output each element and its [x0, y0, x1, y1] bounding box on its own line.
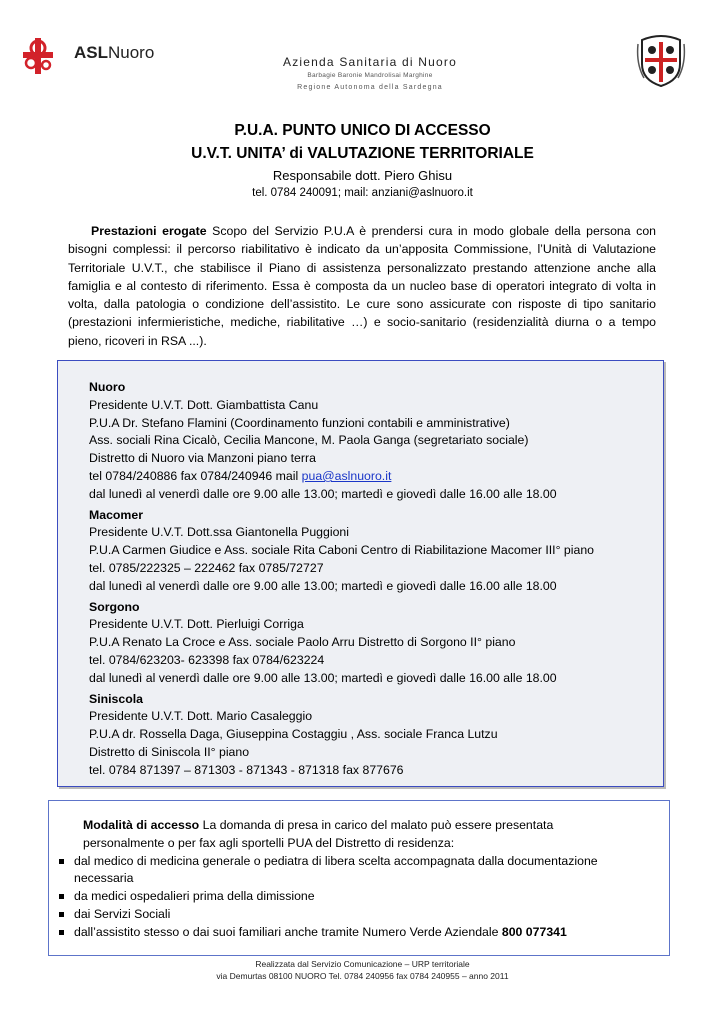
district-line: dal lunedì al venerdì dalle ore 9.00 alle 13.00; martedì e giovedì dalle 16.00 alle 18.00 [89, 486, 557, 501]
district-line: tel. 0784/623203- 623398 fax 0784/623224 [89, 652, 325, 667]
district-name: Sorgono [89, 599, 140, 614]
access-intro [59, 817, 659, 835]
footer [0, 958, 725, 982]
district-sorgono [89, 599, 649, 688]
list-item [59, 888, 659, 906]
contact-line: tel. 0784 240091; mail: anziani@aslnuoro.it [252, 187, 473, 199]
district-line: dal lunedì al venerdì dalle ore 9.00 alle 13.00; martedì e giovedì dalle 16.00 alle 18.00 [89, 578, 557, 593]
district-line: Ass. sociali Rina Cicalò, Cecilia Mancone, M. Paola Ganga (segretariato sociale) [89, 433, 529, 448]
district-siniscola [89, 691, 649, 780]
district-line: dal lunedì al venerdì dalle ore 9.00 alle 13.00; martedì e giovedì dalle 16.00 alle 18.00 [89, 670, 557, 685]
list-item-text: dal medico di medicina generale o pediatra di libera scelta accompagnata dalla documentazione necessaria [74, 853, 598, 886]
intro-paragraph [68, 222, 656, 350]
list-item-text: dall’assistito stesso o dai suoi familiari anche tramite Numero Verde Aziendale [74, 924, 502, 939]
toll-free-number: 800 077341 [501, 924, 567, 939]
district-nuoro [89, 379, 649, 504]
phone-fax-text: tel 0784/240886 fax 0784/240946 mail [89, 468, 302, 483]
responsible: Responsabile dott. Piero Ghisu [272, 168, 453, 183]
district-line: P.U.A Carmen Giudice e Ass. sociale Rita Caboni Centro di Riabilitazione Macomer III° piano [89, 543, 595, 558]
list-item [59, 906, 659, 924]
district-name: Siniscola [89, 691, 143, 706]
district-line: Presidente U.V.T. Dott. Giambattista Canu [89, 397, 319, 412]
list-item [59, 924, 659, 942]
asl-logo [22, 36, 162, 76]
agency-sub: Barbagie Baronie Mandrolisai Marghine [307, 72, 433, 79]
district-line [89, 468, 649, 486]
title-pua: P.U.A. PUNTO UNICO DI ACCESSO [234, 122, 491, 139]
list-item [59, 853, 659, 889]
district-line: Distretto di Siniscola II° piano [89, 744, 250, 759]
district-name: Nuoro [89, 380, 126, 394]
logo-light: Nuoro [108, 43, 155, 62]
access-box [48, 800, 670, 956]
district-line: P.U.A Dr. Stefano Flamini (Coordinamento funzioni contabili e amministrative) [89, 415, 510, 430]
list-item-text: da medici ospedalieri prima della dimissione [74, 889, 315, 904]
district-name: Macomer [89, 507, 143, 522]
footer-line-1: Realizzata dal Servizio Comunicazione – URP territoriale [255, 959, 470, 969]
district-macomer [89, 507, 649, 596]
intro-text: Scopo del Servizio P.U.A è prendersi cura in modo globale della persona con bisogni complessi: il percorso riabilitativo è indicato da un’apposita Commissione, l’Unità di Valutazione Territoriale U.V.T., che stabilisce il Piano di assistenza personalizzato prestando attenzione anche alla famiglia e al contesto di riferimento. Essa è composta da un nucleo base di operatori integrato di volta in volta, dalla patologia o condizione dell’assistito. Le cure sono assicurate con risposte di tipo sanitario (prestazioni infermieristiche, mediche, riabilitative …) e socio-sanitario (residenzialità diurna o a tempo pieno, ricoveri in RSA ...). [68, 224, 656, 348]
district-line: P.U.A Renato La Croce e Ass. sociale Paolo Arru Distretto di Sorgono II° piano [89, 635, 516, 650]
districts-box [57, 360, 664, 787]
bullet-icon [59, 930, 64, 935]
list-item-text: dai Servizi Sociali [74, 906, 171, 921]
access-list [59, 853, 659, 942]
district-line: Distretto di Nuoro via Manzoni piano terra [89, 451, 316, 466]
intro-label: Prestazioni erogate [91, 224, 207, 238]
sardinia-crest-icon [636, 34, 686, 88]
logo-bold: ASL [74, 43, 108, 62]
district-line: Presidente U.V.T. Dott. Pierluigi Corriga [89, 617, 304, 632]
agency-region: Regione Autonoma della Sardegna [297, 84, 443, 91]
access-text: La domanda di presa in carico del malato può essere presentata [202, 818, 554, 832]
bullet-icon [59, 894, 64, 899]
district-line: tel. 0785/222325 – 222462 fax 0785/72727 [89, 560, 324, 575]
district-line: Presidente U.V.T. Dott.ssa Giantonella Puggioni [89, 525, 349, 540]
access-text-2: personalmente o per fax agli sportelli PUA del Distretto di residenza: [83, 835, 455, 850]
district-line: P.U.A dr. Rossella Daga, Giuseppina Costaggiu , Ass. sociale Franca Lutzu [89, 727, 498, 742]
asl-cross-icon [22, 36, 68, 76]
pua-mail-link[interactable]: pua@aslnuoro.it [301, 468, 392, 483]
district-line: tel. 0784 871397 – 871303 - 871343 - 871318 fax 877676 [89, 762, 404, 777]
bullet-icon [59, 912, 64, 917]
agency-header [270, 55, 470, 91]
district-line: Presidente U.V.T. Dott. Mario Casaleggio [89, 709, 313, 724]
access-label: Modalità di accesso [83, 818, 200, 832]
footer-line-2: via Demurtas 08100 NUORO Tel. 0784 240956 fax 0784 240955 – anno 2011 [216, 971, 509, 981]
logo-text [74, 43, 154, 63]
agency-name: Azienda Sanitaria di Nuoro [283, 55, 457, 69]
bullet-icon [59, 859, 64, 864]
title-uvt: U.V.T. UNITA’ di VALUTAZIONE TERRITORIALE [191, 145, 534, 162]
